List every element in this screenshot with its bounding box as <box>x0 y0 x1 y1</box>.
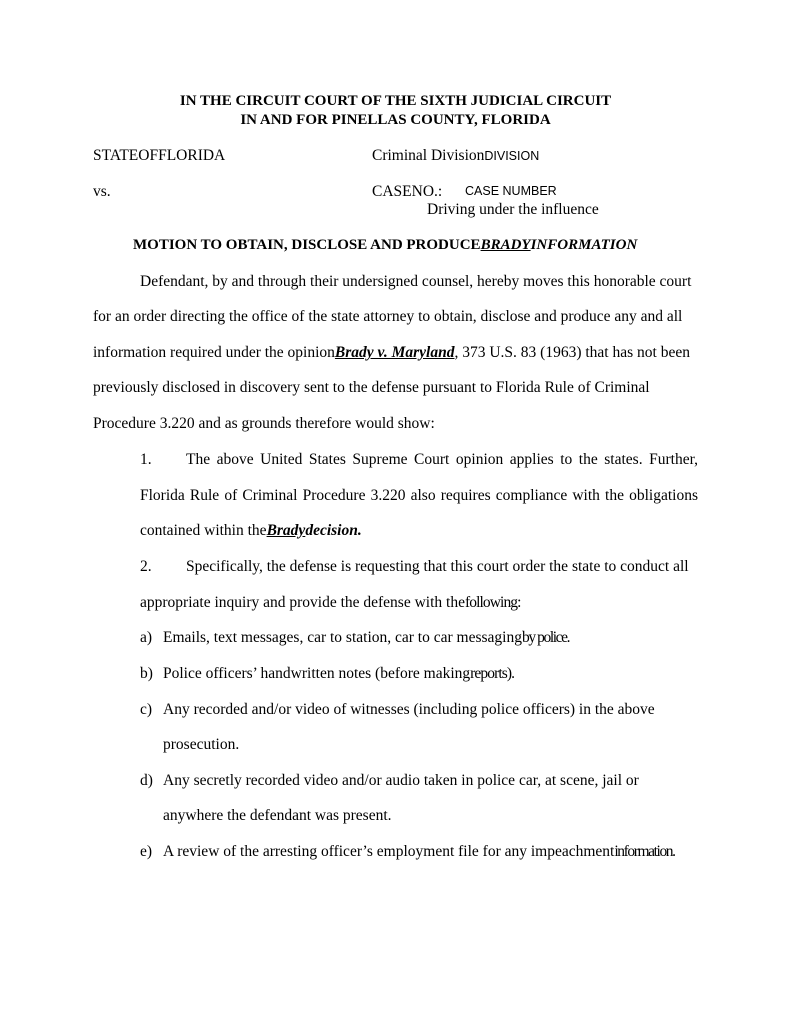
intro-line-4: previously disclosed in discovery sent to the defense pursuant to Florida Rule of Criminal <box>93 379 650 396</box>
item-a-text: Emails, text messages, car to station, car to car messaging <box>163 629 522 646</box>
paragraph-2-line-2-end: following: <box>464 594 521 611</box>
intro-line-3-end: , 373 U.S. 83 (1963) that has not been <box>454 344 690 361</box>
paragraph-1-number: 1. <box>140 451 152 468</box>
item-e-text: A review of the arresting officer’s employment file for any impeachment <box>163 843 615 860</box>
intro-line-3 <box>93 344 690 362</box>
paragraph-2-number: 2. <box>140 558 152 575</box>
paragraph-1-line-1: The above United States Supreme Court opinion applies to the states. Further, <box>186 451 698 468</box>
paragraph-2-line-2-start: appropriate inquiry and provide the defense with the <box>140 594 465 611</box>
paragraph-1-line-3 <box>140 522 362 540</box>
motion-title <box>133 237 637 254</box>
item-c-line-1: Any recorded and/or video of witnesses (including police officers) in the above <box>163 701 655 718</box>
intro-line-5: Procedure 3.220 and as grounds therefore would show: <box>93 415 435 432</box>
intro-line-2: for an order directing the office of the state attorney to obtain, disclose and produce any and all <box>93 308 683 325</box>
division-label: Criminal Division <box>372 147 485 164</box>
item-d-label: d) <box>140 772 153 789</box>
motion-title-prefix: MOTION TO OBTAIN, DISCLOSE AND PRODUCE <box>133 237 481 253</box>
item-b-text: Police officers’ handwritten notes (before making <box>163 665 471 682</box>
item-c-label: c) <box>140 701 153 718</box>
caption-case-label: CASENO.: <box>372 183 443 200</box>
intro-line-3-start: information required under the opinion <box>93 344 335 361</box>
motion-title-suffix: INFORMATION <box>530 237 638 253</box>
caption-charge: Driving under the influence <box>427 201 599 218</box>
division-placeholder: DIVISION <box>484 149 540 163</box>
paragraph-2-line-1: Specifically, the defense is requesting that this court order the state to conduct all <box>186 558 689 575</box>
case-citation-brady: Brady v. Maryland <box>334 344 455 361</box>
item-b-label: b) <box>140 665 153 682</box>
item-b <box>163 665 514 683</box>
item-e-text-end: information. <box>614 843 675 860</box>
caption-versus: vs. <box>93 183 111 200</box>
item-c-line-2: prosecution. <box>163 736 240 753</box>
item-e <box>163 843 675 861</box>
court-heading-line1: IN THE CIRCUIT COURT OF THE SIXTH JUDICIAL CIRCUIT <box>179 93 612 109</box>
caption-division <box>372 147 539 165</box>
item-d-line-1: Any secretly recorded video and/or audio taken in police car, at scene, jail or <box>163 772 639 789</box>
case-number-placeholder: CASE NUMBER <box>465 184 557 198</box>
court-heading-line2: IN AND FOR PINELLAS COUNTY, FLORIDA <box>240 112 551 128</box>
item-a-label: a) <box>140 629 153 646</box>
motion-title-brady: BRADY <box>480 237 531 253</box>
item-d-line-2: anywhere the defendant was present. <box>163 807 392 824</box>
item-b-text-end: reports). <box>470 665 515 682</box>
paragraph-2-line-2 <box>140 594 521 612</box>
intro-line-1: Defendant, by and through their undersigned counsel, hereby moves this honorable court <box>140 273 692 290</box>
brady-reference: Brady <box>266 522 306 539</box>
caption-party: STATEOFFLORIDA <box>93 147 226 164</box>
item-e-label: e) <box>140 843 153 860</box>
paragraph-1-line-3-end: decision. <box>305 522 362 539</box>
item-a-text-end: by police. <box>521 629 570 646</box>
paragraph-1-line-2: Florida Rule of Criminal Procedure 3.220 also requires compliance with the obligations <box>140 487 698 504</box>
paragraph-1-line-3-start: contained within the <box>140 522 267 539</box>
item-a <box>163 629 569 647</box>
